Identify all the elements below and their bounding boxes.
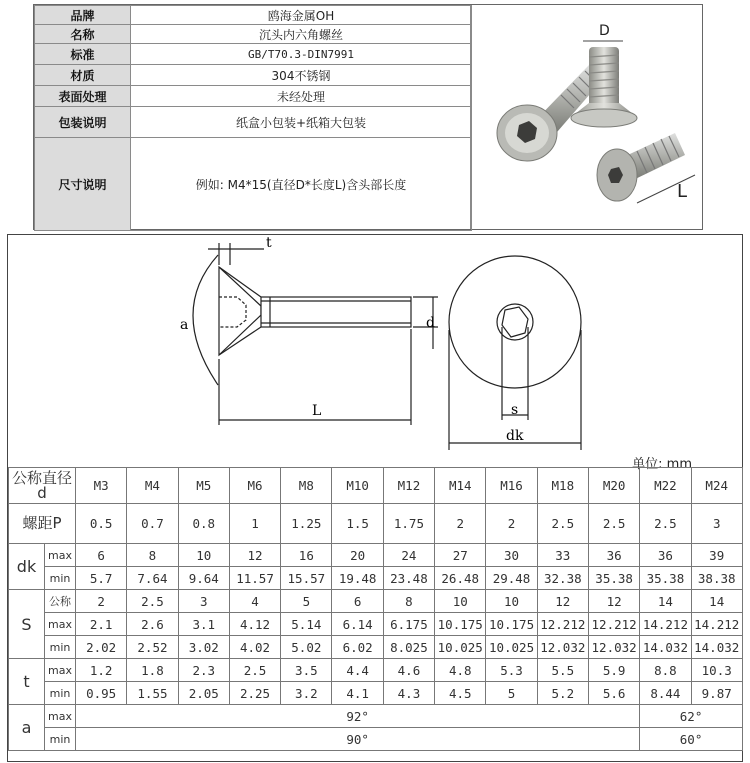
dk-max-cell: 8 [127,544,178,567]
s-min-cell: 2.52 [127,636,178,659]
size-header: 公称直径d [9,468,76,504]
s-max-cell: 6.175 [383,613,434,636]
label-surface: 表面处理 [35,86,131,107]
dk-min-cell: 38.38 [691,567,742,590]
t-min-label: min [45,682,76,705]
spec-row-size [9,468,743,504]
value-brand: 鸥海金属OH [131,6,472,25]
dk-max-cell: 27 [435,544,486,567]
size-cell: M3 [76,468,127,504]
s-nom-cell: 4 [229,590,280,613]
a-min-main: 90° [76,728,640,751]
product-photo [470,5,704,229]
t-min-cell: 4.5 [435,682,486,705]
s-max-label: max [45,613,76,636]
pitch-cell: 2.5 [588,504,639,544]
dk-label: dk [9,544,45,590]
pitch-cell: 2.5 [537,504,588,544]
spec-table [8,467,743,751]
s-min-cell: 10.025 [486,636,537,659]
pitch-cell: 1.25 [281,504,332,544]
s-nom-cell: 14 [691,590,742,613]
s-nom-cell: 6 [332,590,383,613]
t-min-cell: 9.87 [691,682,742,705]
screw-photo-illustration [471,5,704,229]
dk-max-cell: 30 [486,544,537,567]
s-min-cell: 8.025 [383,636,434,659]
s-min-cell: 12.032 [588,636,639,659]
size-cell: M20 [588,468,639,504]
pitch-cell: 0.7 [127,504,178,544]
s-nom-cell: 12 [537,590,588,613]
t-max-cell: 5.5 [537,659,588,682]
size-cell: M12 [383,468,434,504]
s-min-cell: 3.02 [178,636,229,659]
t-min-cell: 5.2 [537,682,588,705]
dk-min-cell: 9.64 [178,567,229,590]
pitch-cell: 1 [229,504,280,544]
t-min-cell: 3.2 [281,682,332,705]
t-max-cell: 4.4 [332,659,383,682]
a-max-last: 62° [640,705,743,728]
s-max-cell: 12.212 [537,613,588,636]
s-max-cell: 4.12 [229,613,280,636]
size-cell: M24 [691,468,742,504]
dk-max-cell: 6 [76,544,127,567]
value-surface: 未经处理 [131,86,472,107]
t-max-cell: 5.3 [486,659,537,682]
dk-min-cell: 32.38 [537,567,588,590]
pitch-cell: 2 [486,504,537,544]
t-min-cell: 5.6 [588,682,639,705]
dk-max-cell: 20 [332,544,383,567]
s-min-cell: 4.02 [229,636,280,659]
dim-label-s: s [511,402,519,418]
bolt-drawing [8,235,744,465]
s-nom-cell: 3 [178,590,229,613]
s-nom-cell: 5 [281,590,332,613]
spec-row-dk-min [9,567,743,590]
s-nom-cell: 10 [486,590,537,613]
s-min-label: min [45,636,76,659]
s-max-cell: 2.1 [76,613,127,636]
size-cell: M10 [332,468,383,504]
s-max-cell: 14.212 [691,613,742,636]
dk-max-cell: 24 [383,544,434,567]
spec-row-s-nom [9,590,743,613]
s-min-cell: 14.032 [640,636,691,659]
dim-label-a: a [180,317,189,333]
photo-label-d: D [599,23,610,39]
s-max-cell: 3.1 [178,613,229,636]
label-standard: 标准 [35,44,131,65]
t-max-cell: 5.9 [588,659,639,682]
t-max-cell: 1.2 [76,659,127,682]
dk-min-cell: 29.48 [486,567,537,590]
product-info-table [34,5,472,231]
spec-row-a-max [9,705,743,728]
t-max-cell: 1.8 [127,659,178,682]
label-brand: 品牌 [35,6,131,25]
dk-min-cell: 26.48 [435,567,486,590]
size-cell: M6 [229,468,280,504]
dk-max-cell: 10 [178,544,229,567]
pitch-cell: 2.5 [640,504,691,544]
s-max-cell: 10.175 [486,613,537,636]
s-max-cell: 6.14 [332,613,383,636]
value-name: 沉头内六角螺丝 [131,25,472,44]
spec-row-pitch [9,504,743,544]
dk-max-label: max [45,544,76,567]
s-max-cell: 5.14 [281,613,332,636]
spec-row-s-max [9,613,743,636]
value-standard: GB/T70.3-DIN7991 [131,44,472,65]
dk-max-cell: 12 [229,544,280,567]
s-min-cell: 12.032 [537,636,588,659]
t-min-cell: 5 [486,682,537,705]
product-info-panel [33,4,703,230]
a-min-label: min [45,728,76,751]
pitch-cell: 2 [435,504,486,544]
value-material: 304不锈钢 [131,65,472,86]
pitch-cell: 1.5 [332,504,383,544]
label-packaging: 包装说明 [35,107,131,138]
dk-min-label: min [45,567,76,590]
a-min-last: 60° [640,728,743,751]
s-nom-cell: 2.5 [127,590,178,613]
dk-max-cell: 36 [588,544,639,567]
s-min-cell: 6.02 [332,636,383,659]
size-cell: M5 [178,468,229,504]
s-nom-cell: 2 [76,590,127,613]
t-min-cell: 2.25 [229,682,280,705]
dim-label-d: d [426,315,435,331]
t-min-cell: 4.3 [383,682,434,705]
pitch-cell: 0.5 [76,504,127,544]
dk-min-cell: 5.7 [76,567,127,590]
size-cell: M4 [127,468,178,504]
a-max-label: max [45,705,76,728]
size-cell: M16 [486,468,537,504]
dk-min-cell: 35.38 [588,567,639,590]
label-material: 材质 [35,65,131,86]
t-max-cell: 4.6 [383,659,434,682]
size-cell: M22 [640,468,691,504]
a-label: a [9,705,45,751]
s-min-cell: 10.025 [435,636,486,659]
pitch-cell: 3 [691,504,742,544]
t-max-cell: 2.3 [178,659,229,682]
s-nom-label: 公称 [45,590,76,613]
spec-row-t-min [9,682,743,705]
s-max-cell: 10.175 [435,613,486,636]
label-name: 名称 [35,25,131,44]
dk-max-cell: 16 [281,544,332,567]
dk-min-cell: 15.57 [281,567,332,590]
s-nom-cell: 8 [383,590,434,613]
dk-min-cell: 35.38 [640,567,691,590]
spec-row-dk-max [9,544,743,567]
dim-label-L: L [312,403,322,419]
t-min-cell: 2.05 [178,682,229,705]
dk-min-cell: 11.57 [229,567,280,590]
t-min-cell: 1.55 [127,682,178,705]
t-min-cell: 4.1 [332,682,383,705]
s-max-cell: 12.212 [588,613,639,636]
s-nom-cell: 10 [435,590,486,613]
value-packaging: 纸盒小包装+纸箱大包装 [131,107,472,138]
dk-max-cell: 39 [691,544,742,567]
spec-row-a-min [9,728,743,751]
screw-right [597,133,695,203]
pitch-header: 螺距P [9,504,76,544]
label-size: 尺寸说明 [35,138,131,231]
t-min-cell: 0.95 [76,682,127,705]
s-max-cell: 14.212 [640,613,691,636]
t-label: t [9,659,45,705]
s-min-cell: 2.02 [76,636,127,659]
spec-row-s-min [9,636,743,659]
spec-row-t-max [9,659,743,682]
s-label: S [9,590,45,659]
pitch-cell: 1.75 [383,504,434,544]
dk-min-cell: 7.64 [127,567,178,590]
t-max-label: max [45,659,76,682]
t-min-cell: 8.44 [640,682,691,705]
t-max-cell: 2.5 [229,659,280,682]
t-max-cell: 8.8 [640,659,691,682]
dim-label-t: t [266,235,272,251]
value-size: 例如: M4*15(直径D*长度L)含头部长度 [131,138,472,231]
dk-max-cell: 36 [640,544,691,567]
dk-min-cell: 23.48 [383,567,434,590]
t-max-cell: 10.3 [691,659,742,682]
t-max-cell: 3.5 [281,659,332,682]
s-min-cell: 5.02 [281,636,332,659]
photo-label-l: L [677,181,688,202]
pitch-cell: 0.8 [178,504,229,544]
s-min-cell: 14.032 [691,636,742,659]
size-cell: M14 [435,468,486,504]
size-cell: M18 [537,468,588,504]
dk-max-cell: 33 [537,544,588,567]
s-nom-cell: 12 [588,590,639,613]
unit-label: 单位: mm [632,457,692,472]
dk-min-cell: 19.48 [332,567,383,590]
size-cell: M8 [281,468,332,504]
dim-label-dk: dk [506,428,524,444]
s-nom-cell: 14 [640,590,691,613]
a-max-main: 92° [76,705,640,728]
s-max-cell: 2.6 [127,613,178,636]
t-max-cell: 4.8 [435,659,486,682]
